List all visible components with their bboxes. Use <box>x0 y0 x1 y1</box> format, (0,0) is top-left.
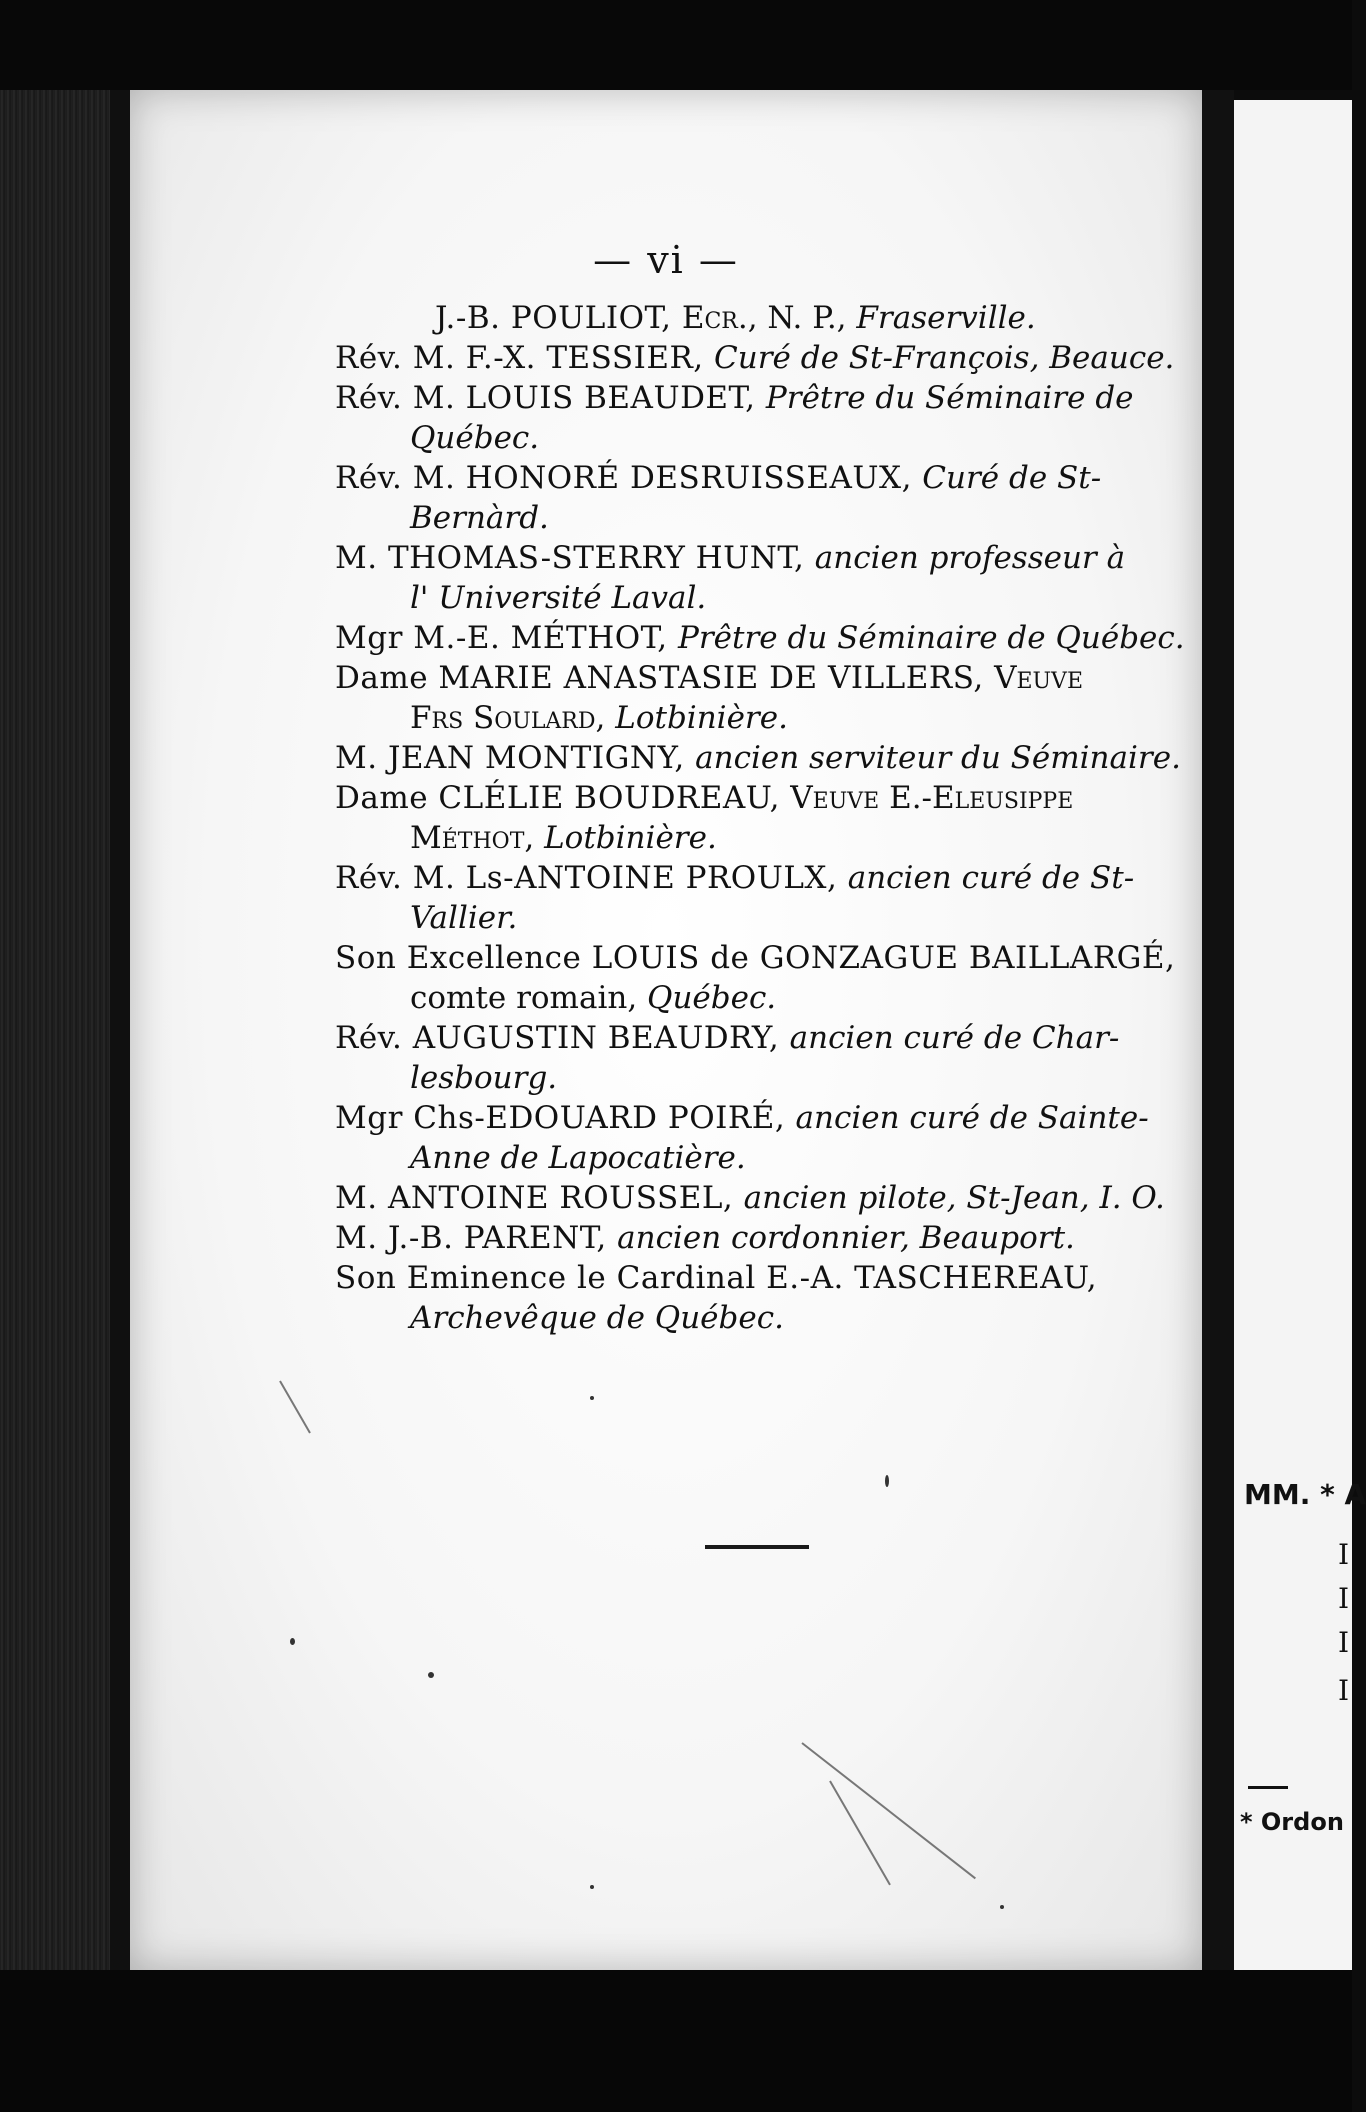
scan-speck <box>590 1885 594 1889</box>
entry-name: Rév. AUGUSTIN BEAUDRY, <box>335 1020 790 1056</box>
entry-name: M. ANTOINE ROUSSEL, <box>335 1180 744 1216</box>
entry-title: Ecr., N. P., <box>681 300 857 336</box>
scan-speck <box>428 1672 434 1678</box>
entry-detail: ancien curé de Char- <box>789 1020 1120 1056</box>
scan-speck <box>290 1638 295 1645</box>
spine-shadow <box>110 90 132 1970</box>
scan-speck <box>590 1396 594 1400</box>
page-folio: — vi — <box>593 238 739 282</box>
entry-continuation: Anne de Lapocatière. <box>410 1140 746 1176</box>
entry-name: Son Eminence le Cardinal E.-A. TASCHEREAU, <box>335 1260 1098 1296</box>
entry-continuation: Frs Soulard, <box>410 700 616 736</box>
entry-name: Dame MARIE ANASTASIE DE VILLERS, <box>335 660 995 696</box>
list-item <box>335 1258 1165 1338</box>
subscriber-list <box>335 298 1185 1338</box>
entry-name: Rév. M. Ls-ANTOINE PROULX, <box>335 860 848 896</box>
entry-name: J.-B. POULIOT, <box>435 300 682 336</box>
entry-detail: Prêtre du Séminaire de <box>765 380 1134 416</box>
entry-place: Québec. <box>647 980 777 1016</box>
scan-scratch <box>801 1742 976 1879</box>
entry-detail: ancien pilote, St-Jean, I. O. <box>743 1180 1165 1216</box>
entry-continuation: Méthot, <box>410 820 545 856</box>
entry-name: Rév. M. F.-X. TESSIER, <box>335 340 715 376</box>
scan-speck <box>885 1475 889 1487</box>
list-item <box>335 858 1165 938</box>
entry-name: Mgr Chs-EDOUARD POIRÉ, <box>335 1100 796 1136</box>
scan-scratch <box>829 1781 891 1886</box>
list-item <box>335 538 1165 618</box>
book-page <box>130 90 1202 1970</box>
entry-name: M. THOMAS-STERRY HUNT, <box>335 540 815 576</box>
entry-name: Son Excellence LOUIS de GONZAGUE BAILLARGÉ, <box>335 940 1176 976</box>
entry-continuation: comte romain, <box>410 980 648 1016</box>
entry-place: Lotbinière. <box>615 700 788 736</box>
entry-continuation: lesbourg. <box>410 1060 558 1096</box>
entry-continuation: Québec. <box>410 420 540 456</box>
entry-name: Rév. M. LOUIS BEAUDET, <box>335 380 766 416</box>
entry-continuation: Bernàrd. <box>410 500 549 536</box>
entry-continuation: l' Université Laval. <box>410 580 707 616</box>
list-item <box>335 938 1176 1018</box>
entry-detail: ancien serviteur du Séminaire. <box>695 740 1181 776</box>
list-item <box>335 378 1165 458</box>
entry-name: Rév. M. HONORÉ DESRUISSEAUX, <box>335 460 923 496</box>
entry-continuation: Vallier. <box>410 900 518 936</box>
list-item <box>335 778 1165 858</box>
adjacent-page-glyph: Ⅰ <box>1338 1582 1350 1615</box>
entry-name: M. J.-B. PARENT, <box>335 1220 618 1256</box>
list-item <box>335 1218 1165 1258</box>
entry-detail: Curé de St-François, Beauce. <box>714 340 1175 376</box>
entry-detail: ancien cordonnier, Beauport. <box>617 1220 1075 1256</box>
list-item <box>335 618 1185 658</box>
adjacent-page <box>1234 100 1366 1970</box>
entry-detail: ancien curé de Sainte- <box>795 1100 1149 1136</box>
entry-detail: Veuve <box>994 660 1083 696</box>
adjacent-page-glyph: Ⅰ <box>1338 1626 1350 1659</box>
list-item <box>335 1018 1165 1098</box>
entry-name: Dame CLÉLIE BOUDREAU, <box>335 780 791 816</box>
entry-detail: Fraserville. <box>856 300 1036 336</box>
list-item <box>335 1178 1165 1218</box>
scan-bottom-border <box>0 1970 1352 2112</box>
list-item <box>335 658 1165 738</box>
entry-detail: Curé de St- <box>922 460 1102 496</box>
list-item <box>335 1098 1165 1178</box>
entry-detail: Prêtre du Séminaire de Québec. <box>678 620 1185 656</box>
scan-scratch <box>279 1381 311 1434</box>
adjacent-page-glyph: Ⅰ <box>1338 1538 1350 1571</box>
entry-place: Lotbinière. <box>544 820 717 856</box>
page-gutter <box>1202 90 1234 1970</box>
list-item <box>335 738 1181 778</box>
list-item <box>335 458 1165 538</box>
list-item <box>335 338 1175 378</box>
entry-detail: ancien curé de St- <box>847 860 1135 896</box>
scan-speck <box>1000 1905 1004 1909</box>
adjacent-page-rule <box>1248 1786 1288 1789</box>
entry-name: Mgr M.-E. MÉTHOT, <box>335 620 678 656</box>
list-item <box>335 298 1165 338</box>
entry-detail: ancien professeur à <box>814 540 1126 576</box>
entry-continuation: Archevêque de Québec. <box>410 1300 784 1336</box>
scan-top-border <box>0 0 1352 90</box>
closing-rule <box>705 1545 809 1549</box>
adjacent-page-footnote: * Ordon <box>1240 1808 1344 1836</box>
entry-detail: Veuve E.-Eleusippe <box>790 780 1074 816</box>
adjacent-page-text: MM. * A <box>1244 1478 1366 1511</box>
entry-name: M. JEAN MONTIGNY, <box>335 740 696 776</box>
adjacent-page-glyph: Ⅰ <box>1338 1674 1350 1707</box>
